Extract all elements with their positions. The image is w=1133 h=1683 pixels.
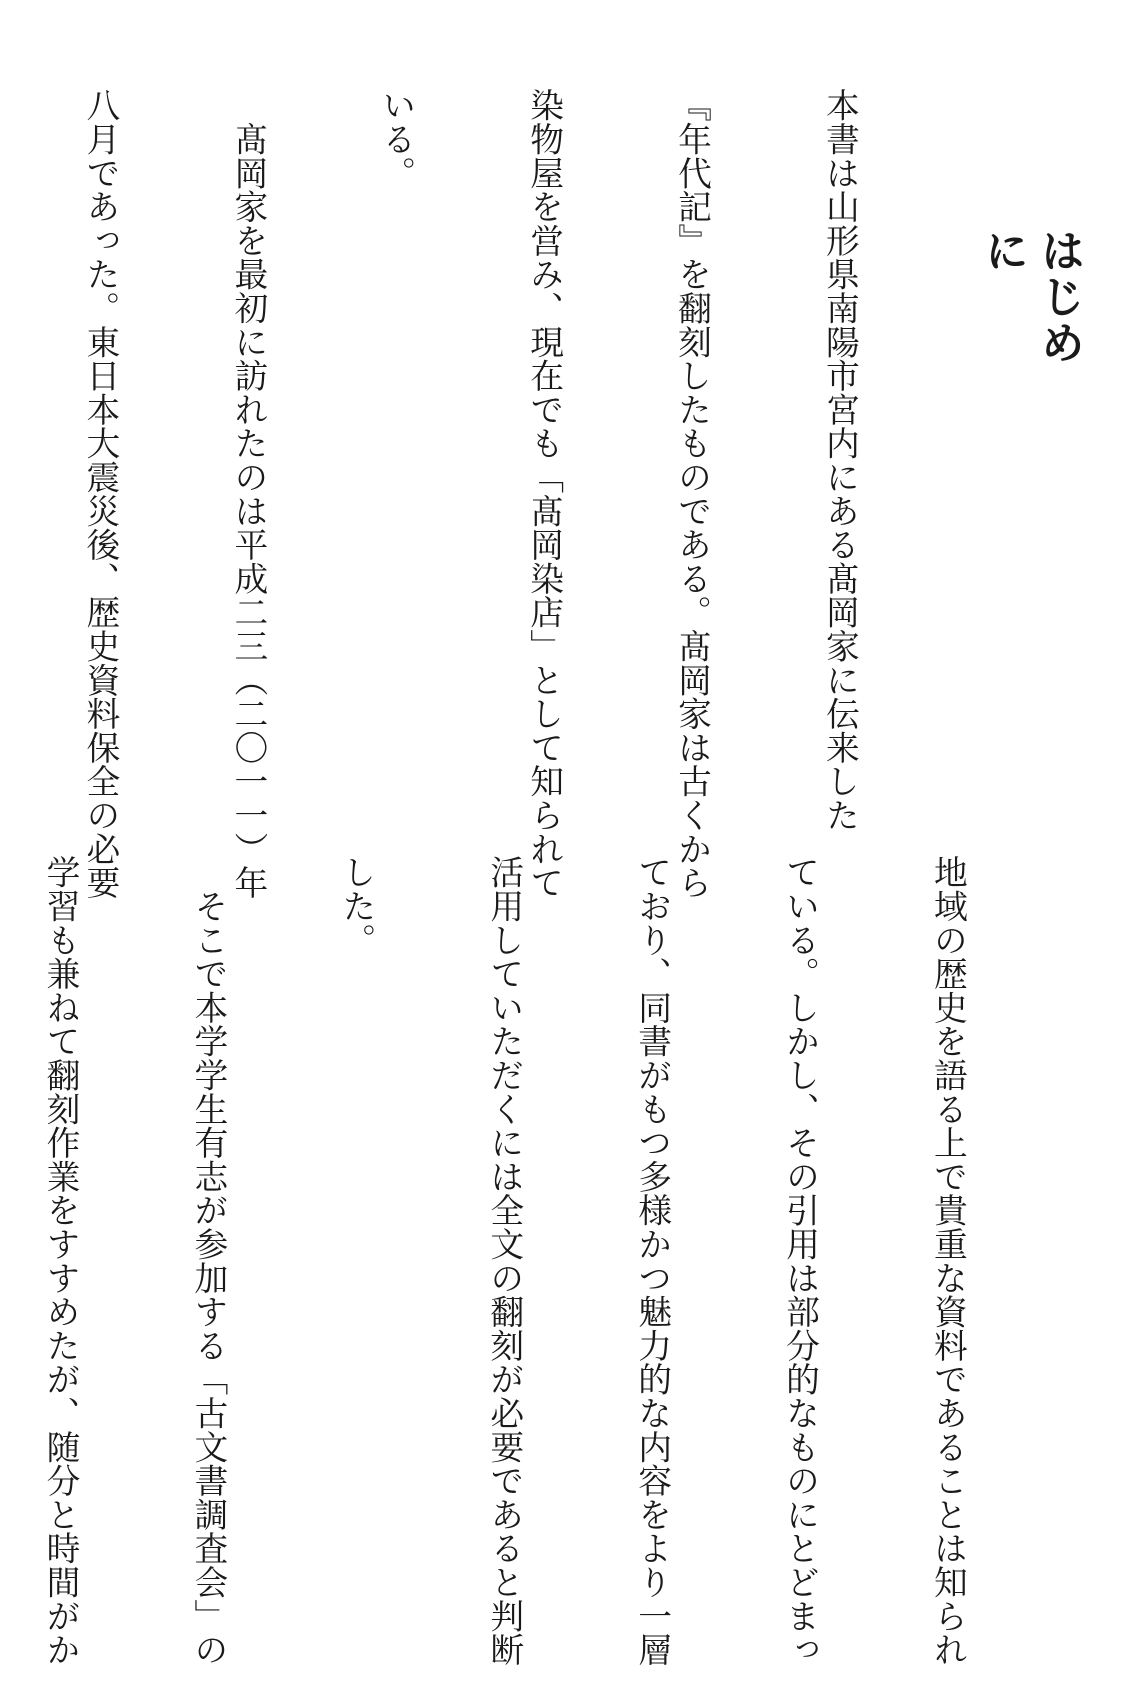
lower-text-block: [41, 855, 1071, 1667]
text-column: 染物屋を営み、現在でも「髙岡染店」として知られて: [524, 88, 564, 900]
text-column: した。: [336, 855, 376, 957]
upper-text-block: [43, 88, 963, 900]
text-column: 八月であった。東日本大震災後、歴史資料保全の必要: [80, 88, 120, 900]
text-column: 髙岡家を最初に訪れたのは平成二三（二〇一一）年: [228, 88, 268, 900]
page-title: はじめに: [977, 228, 1084, 366]
text-column: 本書は山形県南陽市宮内にある髙岡家に伝来した: [820, 88, 860, 832]
text-column: そこで本学学生有志が参加する「古文書調査会」の: [188, 855, 228, 1667]
text-column: 活用していただくには全文の翻刻が必要であると判断: [484, 855, 524, 1667]
text-column: 『年代記』を翻刻したものである。髙岡家は古くから: [672, 88, 712, 900]
text-column: ており、同書がもつ多様かつ魅力的な内容をより一層: [632, 855, 672, 1667]
text-column: いる。: [376, 88, 416, 190]
text-column: ている。しかし、その引用は部分的なものにとどまっ: [780, 855, 820, 1667]
text-column: 学習も兼ねて翻刻作業をすすめたが、随分と時間がか: [41, 855, 81, 1667]
text-column: 地域の歴史を語る上で貴重な資料であることは知られ: [928, 855, 968, 1667]
